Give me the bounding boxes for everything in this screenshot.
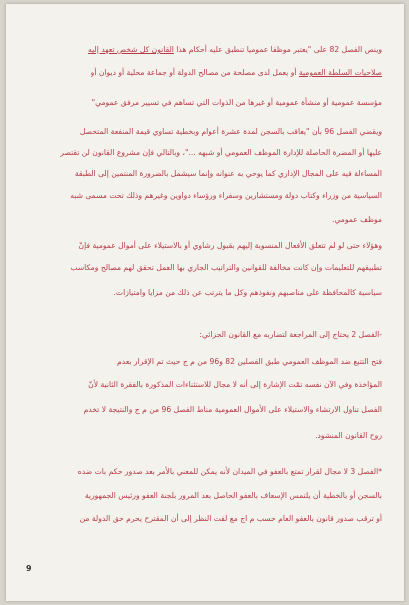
- text-segment: ويقضي الفصل 96 بأن "يعاقب بالسجن لمدة عشرة أعوام وبخطية تساوي قيمة المنفعة المتحصل: [79, 127, 382, 136]
- text-line: [92, 97, 382, 109]
- text-line: [79, 240, 382, 252]
- text-line: [70, 190, 382, 202]
- text-segment: وينص الفصل 82 على "يعتبر موظفا عموميا تنطبق عليه أحكام هذا: [173, 45, 382, 54]
- text-segment: صلاحيات السلطة العمومية: [298, 68, 382, 77]
- text-segment: المؤاخذة وفي الآن نفسه تمّت الإشارة إلى أنه لا مجال للاستثناءات المذكورة بالفقرة الثانية لأنّ: [88, 380, 382, 389]
- text-segment: روح القانون المنشود.: [315, 431, 382, 440]
- text-segment: -الفصل 2 يحتاج إلى المراجعة لتضاربه مع القانون الجزائي:: [199, 330, 382, 339]
- text-line: [117, 356, 382, 368]
- text-line: [199, 329, 382, 341]
- text-line: [88, 379, 382, 391]
- text-line: [315, 430, 382, 442]
- text-segment: أو يعمل لدى مصلحة من مصالح الدولة أو جماعة محلية أو ديوان أو: [90, 68, 299, 77]
- document-page: [6, 4, 404, 601]
- text-segment: السياسية من وزراء وكتاب دولة ومستشارين وسفراء ورؤساء دواوين وغيرهم وذلك تحت مسمى شبه: [70, 191, 382, 200]
- text-line: [75, 168, 382, 180]
- text-line: [84, 404, 382, 416]
- text-segment: بالسجن أو بالخطية أن يلتمس الإسعاف بالعفو الحاصل بعد المرور بلجنة العفو ورئيس الجمهورية: [84, 491, 382, 500]
- text-line: [70, 262, 382, 274]
- text-segment: سياسية كالمحافظة على مناصبهم ونفوذهم وكل ما يترتب عن ذلك من مزايا وامتيازات.: [113, 288, 382, 297]
- text-segment: مؤسسة عمومية أو منشأة عمومية أو غيرها من الذوات التي تساهم في تسيير مرفق عمومي": [91, 98, 382, 107]
- text-line: [78, 466, 382, 478]
- text-segment: *الفصل 3 لا مجال لقرار تمتع بالعفو في الميدان لأنه يمكن للمعني بالأمر بعد صدور حكم بات ضده: [77, 467, 382, 476]
- text-line: [332, 214, 382, 226]
- text-line: [114, 287, 382, 299]
- text-line: [80, 126, 382, 138]
- text-segment: المساءلة فيه على المجال الإداري كما يوحي به عنوانه وإنما سيشمل بالضرورة المنتمين إلى الطبقة: [74, 169, 382, 178]
- text-segment: فتح التتبع ضد الموظف العمومي طبق الفصلين 82 و96 من م ج حيث تم الإقرار بعدم: [117, 357, 382, 366]
- text-line: [60, 147, 382, 159]
- text-segment: الفصل تناول الارتشاء والاستيلاء على الأموال العمومية مناط الفصل 96 من م ج والنتيجة لا تخدم: [83, 405, 382, 414]
- text-segment: أو ترقب صدور قانون بالعفو العام حسب م اج مع لفت النظر إلى أن المقترح يحرم حق الدولة من: [79, 514, 382, 523]
- text-line: [91, 67, 382, 79]
- page-number: 9: [26, 564, 32, 573]
- text-segment: تطبيقهم للتعليمات وإن كانت مخالفة للقوانين والتراتيب الجاري بها العمل تحقق لهم مصالح ومكاسب: [70, 263, 382, 272]
- text-line: [88, 44, 382, 56]
- text-segment: موظف عمومي.: [332, 215, 382, 224]
- text-segment: وهؤلاء حتى لو لم تتعلق الأفعال المنسوبة إليهم بقبول رشاوي أو بالاستيلاء على أموال عمومية فإنّ: [78, 241, 382, 250]
- text-segment: القانون كل شخص تعهد إليه: [88, 45, 174, 54]
- text-line: [80, 513, 382, 525]
- text-line: [85, 490, 382, 502]
- text-segment: عليها أو المضرة الحاصلة للإدارة الموظف العمومي أو شبهه ..."، وبالتالي فإن مشروع القانون لن تقتصر: [60, 148, 382, 157]
